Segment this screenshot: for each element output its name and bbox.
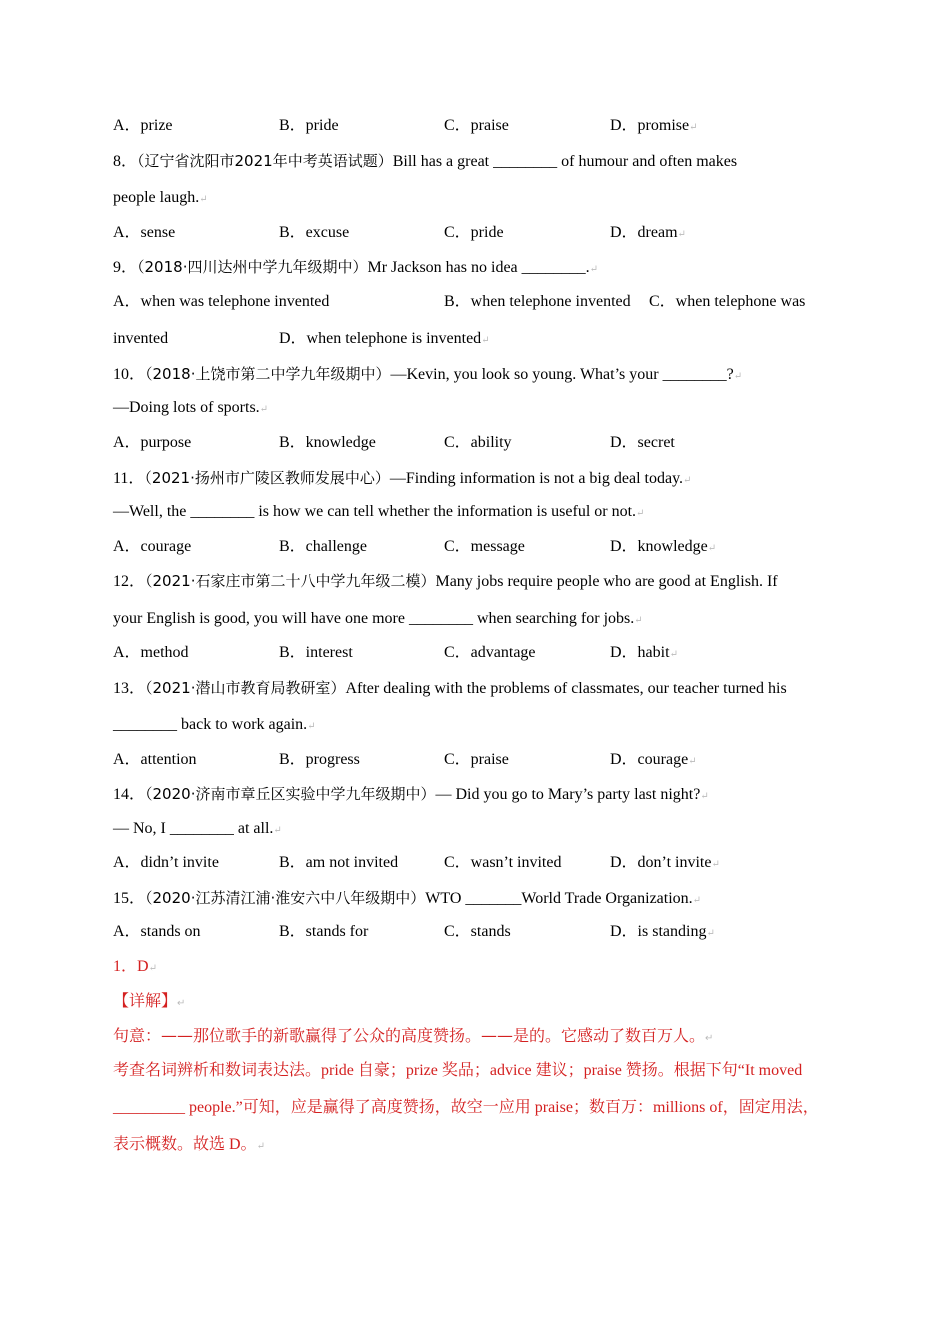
paragraph-mark: ↵ bbox=[273, 825, 282, 836]
q15-option-b: B．stands for bbox=[279, 923, 369, 940]
q13-option-a: A．attention bbox=[113, 751, 197, 768]
paragraph-mark: ↵ bbox=[700, 791, 709, 802]
paragraph-mark: ↵ bbox=[683, 475, 692, 486]
q14-stem bbox=[113, 784, 709, 807]
q12-text-1: Many jobs require people who are good at English. If bbox=[435, 573, 778, 590]
answer-explain-3: 表示概数。故选 D。↵ bbox=[113, 1136, 265, 1153]
q12-option-a: A．method bbox=[113, 644, 189, 661]
q11-option-a: A．courage bbox=[113, 538, 192, 555]
q8-number: 8． bbox=[113, 153, 138, 170]
q9-option-d: D．when telephone is invented↵ bbox=[279, 330, 490, 347]
q14-option-b: B．am not invited bbox=[279, 854, 399, 871]
q13-number: 13． bbox=[113, 680, 146, 697]
q8-option-c: C．pride bbox=[444, 224, 504, 241]
q12-number: 12． bbox=[113, 573, 146, 590]
q7-option-d: D．promise↵ bbox=[610, 117, 698, 134]
answer-meaning: 句意：——那位歌手的新歌赢得了公众的高度赞扬。——是的。它感动了数百万人。↵ bbox=[113, 1026, 714, 1045]
q11-stem-cont: —Well, the ________ is how we can tell whether the information is useful or not.↵ bbox=[113, 503, 645, 520]
q10-stem-cont: —Doing lots of sports.↵ bbox=[113, 399, 269, 416]
paragraph-mark: ↵ bbox=[733, 371, 743, 382]
q11-source: （2021·扬州市广陵区教师发展中心） bbox=[144, 469, 390, 487]
q14-option-d: D．don’t invite↵ bbox=[610, 854, 720, 871]
q10-stem bbox=[113, 364, 742, 387]
paragraph-mark: ↵ bbox=[259, 404, 269, 415]
paragraph-mark: ↵ bbox=[256, 1141, 265, 1152]
q15-number: 15． bbox=[113, 890, 146, 907]
paragraph-mark: ↵ bbox=[634, 615, 643, 626]
q9-option-c: C．when telephone was bbox=[649, 293, 806, 310]
q11-option-b: B．challenge bbox=[279, 538, 367, 555]
q12-option-c: C．advantage bbox=[444, 644, 536, 661]
q14-source: （2020·济南市章丘区实验中学九年级期中） bbox=[145, 785, 436, 803]
q13-stem-cont: ________ back to work again.↵ bbox=[113, 716, 316, 733]
q10-source: （2018·上饶市第二中学九年级期中） bbox=[145, 365, 391, 383]
q15-source: （2020·江苏清江浦·淮安六中八年级期中） bbox=[145, 889, 426, 907]
paragraph-mark: ↵ bbox=[677, 229, 686, 240]
paragraph-mark: ↵ bbox=[636, 508, 645, 519]
q8-option-d: D．dream↵ bbox=[610, 224, 686, 241]
q11-stem bbox=[113, 468, 691, 491]
q9-source: （2018·四川达州中学九年级期中） bbox=[137, 258, 368, 276]
q8-stem bbox=[113, 151, 737, 172]
paragraph-mark: ↵ bbox=[148, 963, 157, 974]
q10-option-c: C．ability bbox=[444, 434, 512, 451]
paragraph-mark: ↵ bbox=[589, 264, 599, 275]
q11-text-1: —Finding information is not a big deal today. bbox=[389, 470, 684, 487]
q15-option-d: D．is standing↵ bbox=[610, 923, 715, 940]
q14-option-c: C．wasn’t invited bbox=[444, 854, 562, 871]
q10-option-b: B．knowledge bbox=[279, 434, 376, 451]
q12-source: （2021·石家庄市第二十八中学九年级二模） bbox=[145, 572, 436, 590]
q7-option-a: A．prize bbox=[113, 117, 173, 134]
q7-option-b: B．pride bbox=[279, 117, 339, 134]
q14-stem-cont: — No, I ________ at all.↵ bbox=[113, 820, 282, 837]
q9-option-a: A．when was telephone invented bbox=[113, 293, 330, 310]
paragraph-mark: ↵ bbox=[692, 895, 702, 906]
paragraph-mark: ↵ bbox=[307, 721, 316, 732]
q10-option-a: A．purpose bbox=[113, 434, 192, 451]
q8-stem-cont: people laugh.↵ bbox=[113, 189, 208, 206]
q8-source: （辽宁省沈阳市2021年中考英语试题） bbox=[137, 152, 393, 170]
paragraph-mark: ↵ bbox=[706, 928, 715, 939]
q15-stem bbox=[113, 888, 701, 911]
paragraph-mark: ↵ bbox=[199, 194, 208, 205]
detail-label: 【详解】↵ bbox=[113, 991, 186, 1010]
q8-text-1: Bill has a great ________ of humour and often makes bbox=[392, 153, 738, 170]
paragraph-mark: ↵ bbox=[689, 122, 698, 133]
q9-option-c-cont: invented bbox=[113, 330, 169, 347]
q11-number: 11． bbox=[113, 470, 145, 487]
q13-stem bbox=[113, 678, 787, 699]
q14-text-1: — Did you go to Mary’s party last night? bbox=[435, 786, 701, 803]
answer-explain-2: _________ people.”可知，应是赢得了高度赞扬，故空一应用 praise；数百万：millions of，固定用法， bbox=[113, 1099, 819, 1116]
answer-explain-1: 考查名词辨析和数词表达法。pride 自豪；prize 奖品；advice 建议；praise 赞扬。根据下句“It moved bbox=[113, 1062, 803, 1079]
q13-option-d: D．courage↵ bbox=[610, 751, 697, 768]
q14-option-a: A．didn’t invite bbox=[113, 854, 219, 871]
q13-option-b: B．progress bbox=[279, 751, 360, 768]
q9-number: 9． bbox=[113, 259, 138, 276]
q15-option-a: A．stands on bbox=[113, 923, 201, 940]
q13-source: （2021·潜山市教育局教研室） bbox=[145, 679, 346, 697]
q12-option-d: D．habit↵ bbox=[610, 644, 678, 661]
q11-option-c: C．message bbox=[444, 538, 525, 555]
q10-number: 10． bbox=[113, 366, 146, 383]
q10-text-1: —Kevin, you look so young. What’s your ________? bbox=[390, 366, 734, 383]
q10-option-d: D．secret bbox=[610, 434, 675, 451]
q13-text-1: After dealing with the problems of classmates, our teacher turned his bbox=[345, 680, 787, 697]
q13-option-c: C．praise bbox=[444, 751, 509, 768]
paragraph-mark: ↵ bbox=[177, 998, 186, 1009]
q14-number: 14． bbox=[113, 786, 146, 803]
q15-text-1: WTO _______World Trade Organization. bbox=[425, 890, 693, 907]
q8-option-b: B．excuse bbox=[279, 224, 350, 241]
paragraph-mark: ↵ bbox=[705, 1033, 714, 1044]
q15-option-c: C．stands bbox=[444, 923, 511, 940]
q12-stem-cont: your English is good, you will have one more ________ when searching for jobs.↵ bbox=[113, 610, 643, 627]
q7-option-c: C．praise bbox=[444, 117, 509, 134]
paragraph-mark: ↵ bbox=[707, 543, 717, 554]
q9-stem bbox=[113, 257, 598, 280]
q11-option-d: D．knowledge↵ bbox=[610, 538, 717, 555]
q12-stem bbox=[113, 571, 778, 592]
paragraph-mark: ↵ bbox=[481, 335, 490, 346]
q9-option-b: B．when telephone invented bbox=[444, 293, 631, 310]
q12-option-b: B．interest bbox=[279, 644, 353, 661]
answer-key: 1．D↵ bbox=[113, 958, 157, 975]
paragraph-mark: ↵ bbox=[669, 649, 678, 660]
paragraph-mark: ↵ bbox=[688, 756, 697, 767]
paragraph-mark: ↵ bbox=[711, 859, 720, 870]
q8-option-a: A．sense bbox=[113, 224, 176, 241]
q9-text-1: Mr Jackson has no idea ________. bbox=[367, 259, 590, 276]
